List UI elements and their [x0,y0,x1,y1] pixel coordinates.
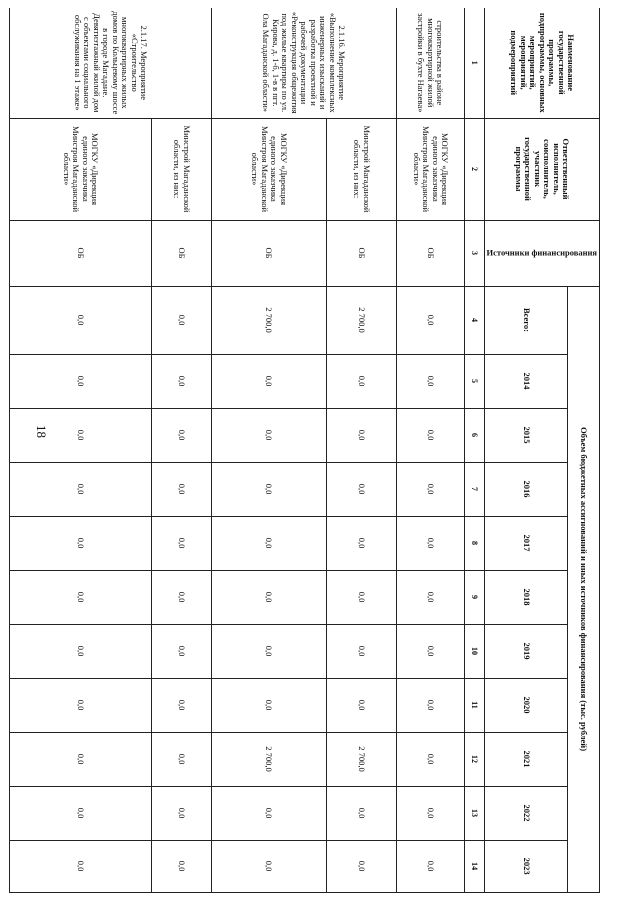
column-number: 7 [464,462,484,516]
row-value: 0,0 [396,624,464,678]
row-value: 0,0 [151,516,211,570]
column-number: 4 [464,286,484,354]
row-value: 0,0 [326,354,396,408]
column-number: 10 [464,624,484,678]
header-source: Источники финансирования [484,220,599,286]
header-year: 2019 [484,624,568,678]
table-row [151,8,211,892]
row-value: 0,0 [211,354,326,408]
row-value: 0,0 [9,516,151,570]
row-value: 0,0 [151,786,211,840]
row-value: 0,0 [326,570,396,624]
row-value: 0,0 [326,678,396,732]
row-value: 0,0 [211,570,326,624]
table-row [9,8,151,892]
financing-table [9,8,600,893]
row-value: 0,0 [326,840,396,892]
row-value: 0,0 [151,624,211,678]
header-row-volume [568,8,600,892]
header-year: 2023 [484,840,568,892]
row-value: 0,0 [9,840,151,892]
header-year: 2015 [484,408,568,462]
row-responsible: Минстрой Магаданской области, из них: [151,118,211,220]
column-number: 12 [464,732,484,786]
row-value: 2 700,0 [211,732,326,786]
row-value: 0,0 [151,462,211,516]
row-responsible: Минстрой Магаданской области, из них: [326,118,396,220]
column-number: 13 [464,786,484,840]
column-numbers-row [464,8,484,892]
row-value: 0,0 [211,786,326,840]
row-source: ОБ [396,220,464,286]
row-value: 0,0 [9,732,151,786]
row-value: 0,0 [396,732,464,786]
row-value-total: 0,0 [396,286,464,354]
row-value: 0,0 [326,624,396,678]
table-row [326,8,396,892]
row-value: 0,0 [211,516,326,570]
column-number: 14 [464,840,484,892]
header-year: 2022 [484,786,568,840]
row-value: 0,0 [396,354,464,408]
row-value: 0,0 [326,462,396,516]
row-value: 0,0 [151,732,211,786]
row-source: ОБ [9,220,151,286]
row-value-total: 0,0 [9,286,151,354]
row-value-total: 2 700,0 [326,286,396,354]
row-source: ОБ [211,220,326,286]
row-value: 0,0 [396,570,464,624]
column-number: 2 [464,118,484,220]
column-number: 11 [464,678,484,732]
row-value: 0,0 [9,570,151,624]
row-value-total: 2 700,0 [211,286,326,354]
column-number: 6 [464,408,484,462]
header-year: 2021 [484,732,568,786]
row-value: 0,0 [9,354,151,408]
row-value: 0,0 [151,408,211,462]
row-value: 0,0 [396,786,464,840]
row-value: 2 700,0 [326,732,396,786]
row-value: 0,0 [9,408,151,462]
row-value: 0,0 [211,678,326,732]
row-value: 0,0 [396,840,464,892]
header-year: 2020 [484,678,568,732]
row-value: 0,0 [396,408,464,462]
header-year: 2017 [484,516,568,570]
header-year: 2018 [484,570,568,624]
header-volume: Объем бюджетных ассигнований и иных источников финансирования (тыс. рублей) [568,286,600,892]
page-number: 18 [34,425,49,438]
table-row [211,8,326,892]
header-year: 2016 [484,462,568,516]
row-name: 2.1.17. Мероприятие «Строительство многоквартирных жилых домов по Кольцевому шоссе в городе Магадане. Девятиэтажный жилой дом с объектами социального обслуживания на 1 этаже» [9,8,211,118]
header-responsible: Ответственный исполнитель, соисполнитель, участник государственной программы [484,118,599,220]
row-value: 0,0 [151,570,211,624]
row-responsible: МОГКУ «Дирекция единого заказчика Минстроя Магаданской области» [396,118,464,220]
row-value: 0,0 [9,678,151,732]
row-value: 0,0 [326,408,396,462]
header-name: Наименование государственной программы, подпрограммы, основных мероприятий, мероприятий, подмероприятий [484,8,599,118]
column-number: 9 [464,570,484,624]
row-value: 0,0 [151,678,211,732]
row-source: ОБ [151,220,211,286]
row-value: 0,0 [9,624,151,678]
row-name: 2.1.16. Мероприятие «Выполнение комплексных инженерных изысканий и разработка проектной и рабочей документации «Реконструкция общежития под жилые квартиры по ул. Кирова, д. 1-б, 1-в в пгт. Ола Магаданской области» [211,8,396,118]
column-number: 5 [464,354,484,408]
row-value: 0,0 [151,840,211,892]
row-value: 0,0 [9,462,151,516]
row-value: 0,0 [211,840,326,892]
rotated-page [60,8,600,892]
row-responsible: МОГКУ «Дирекция единого заказчика Минстроя Магаданской области» [211,118,326,220]
header-total: Всего: [484,286,568,354]
row-responsible: МОГКУ «Дирекция единого заказчика Минстроя Магаданской области» [9,118,151,220]
header-year: 2014 [484,354,568,408]
column-number: 3 [464,220,484,286]
row-value: 0,0 [396,678,464,732]
table-row [396,8,464,892]
row-name: строительства в районе многоквартирной жилой застройки в бухте Нагаева» [396,8,464,118]
row-value: 0,0 [326,786,396,840]
row-value: 0,0 [396,516,464,570]
column-number: 1 [464,8,484,118]
row-value: 0,0 [9,786,151,840]
row-value: 0,0 [326,516,396,570]
row-value: 0,0 [151,354,211,408]
row-value: 0,0 [211,408,326,462]
column-number: 8 [464,516,484,570]
row-value-total: 0,0 [151,286,211,354]
row-source: ОБ [326,220,396,286]
row-value: 0,0 [211,624,326,678]
row-value: 0,0 [211,462,326,516]
row-value: 0,0 [396,462,464,516]
